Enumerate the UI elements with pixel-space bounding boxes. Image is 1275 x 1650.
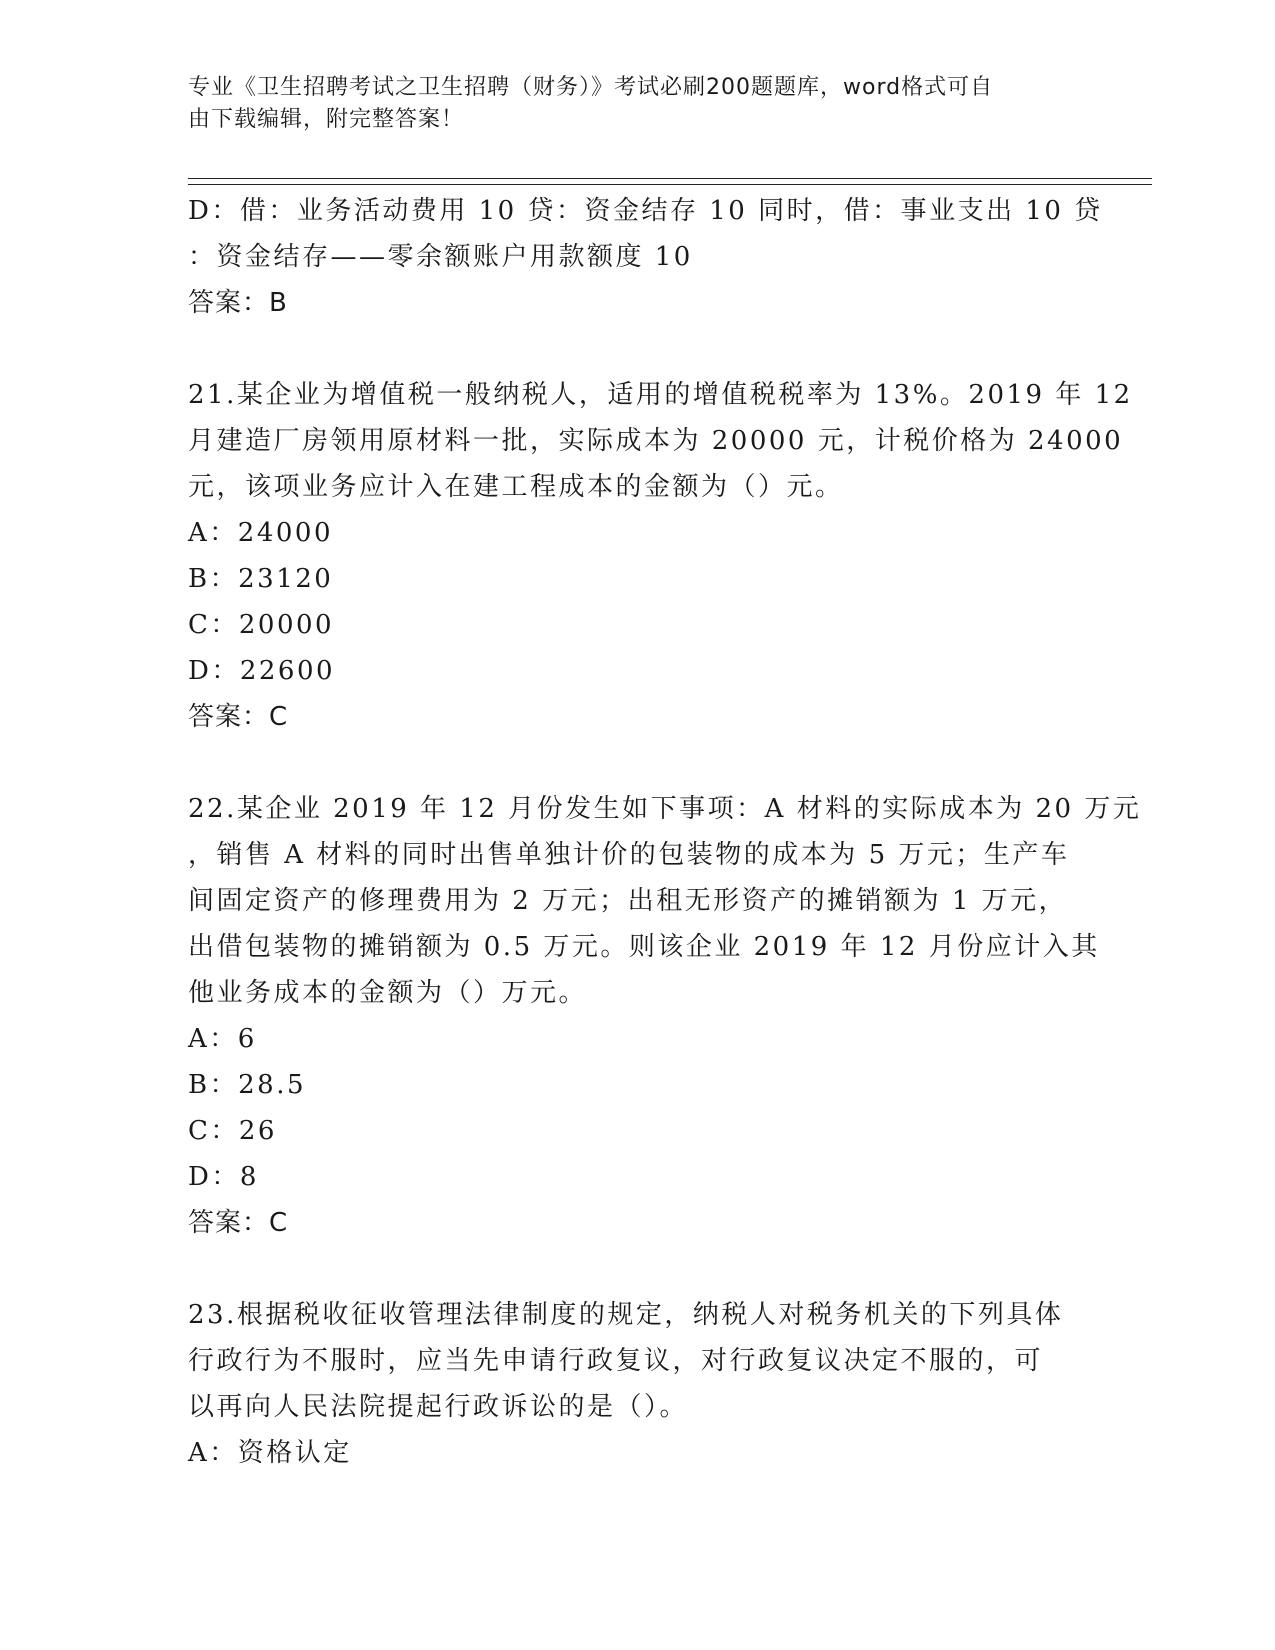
question-21 bbox=[188, 372, 1133, 740]
question-22-stem-line-5: 他业务成本的金额为（）万元。 bbox=[188, 978, 588, 1008]
question-21-option-b: B：23120 bbox=[188, 564, 334, 594]
question-23-stem-line-1: 23.根据税收征收管理法律制度的规定，纳税人对税务机关的下列具体 bbox=[188, 1300, 1064, 1330]
question-23 bbox=[188, 1292, 1088, 1476]
question-21-stem-line-1: 21.某企业为增值税一般纳税人，适用的增值税税率为 13%。2019 年 12 bbox=[188, 380, 1133, 410]
header-line-2: 由下载编辑，附完整答案！ bbox=[188, 107, 465, 132]
question-22 bbox=[188, 786, 1142, 1246]
document-header bbox=[188, 72, 1068, 136]
question-23-option-a: A：资格认定 bbox=[188, 1438, 352, 1468]
question-23-stem-line-2: 行政行为不服时，应当先申请行政复议，对行政复议决定不服的，可 bbox=[188, 1346, 1044, 1376]
header-line-1: 专业《卫生招聘考试之卫生招聘（财务）》考试必刷200题题库，word格式可自 bbox=[188, 75, 994, 100]
question-22-option-a: A：6 bbox=[188, 1024, 257, 1054]
spacer bbox=[188, 326, 1088, 372]
question-22-stem-line-1: 22.某企业 2019 年 12 月份发生如下事项：A 材料的实际成本为 20 万元 bbox=[188, 794, 1142, 824]
question-21-stem-line-3: 元，该项业务应计入在建工程成本的金额为（）元。 bbox=[188, 472, 844, 502]
question-21-option-a: A：24000 bbox=[188, 518, 333, 548]
header-rule-bottom bbox=[188, 184, 1152, 185]
question-22-option-b: B：28.5 bbox=[188, 1070, 306, 1100]
question-22-stem-line-4: 出借包装物的摊销额为 0.5 万元。则该企业 2019 年 12 月份应计入其 bbox=[188, 932, 1100, 962]
header-rule-top bbox=[188, 178, 1152, 179]
document-body bbox=[188, 188, 1142, 1476]
question-22-option-c: C：26 bbox=[188, 1116, 277, 1146]
option-d-line-2: ：资金结存——零余额账户用款额度 10 bbox=[188, 242, 693, 272]
previous-question-tail bbox=[188, 188, 1103, 326]
option-d-line-1: D：借：业务活动费用 10 贷：资金结存 10 同时，借：事业支出 10 贷 bbox=[188, 196, 1103, 226]
question-22-stem-line-3: 间固定资产的修理费用为 2 万元；出租无形资产的摊销额为 1 万元， bbox=[188, 886, 1068, 916]
question-22-answer: 答案：C bbox=[188, 1208, 289, 1238]
answer-previous: 答案：B bbox=[188, 288, 288, 318]
question-21-stem-line-2: 月建造厂房领用原材料一批，实际成本为 20000 元，计税价格为 24000 bbox=[188, 426, 1124, 456]
question-22-stem-line-2: ，销售 A 材料的同时出售单独计价的包装物的成本为 5 万元；生产车 bbox=[188, 840, 1070, 870]
spacer bbox=[188, 740, 1088, 786]
question-22-option-d: D：8 bbox=[188, 1162, 259, 1192]
question-23-stem-line-3: 以再向人民法院提起行政诉讼的是（）。 bbox=[188, 1392, 689, 1422]
spacer bbox=[188, 1246, 1088, 1292]
question-21-option-d: D：22600 bbox=[188, 656, 336, 686]
question-21-answer: 答案：C bbox=[188, 702, 289, 732]
question-21-option-c: C：20000 bbox=[188, 610, 335, 640]
